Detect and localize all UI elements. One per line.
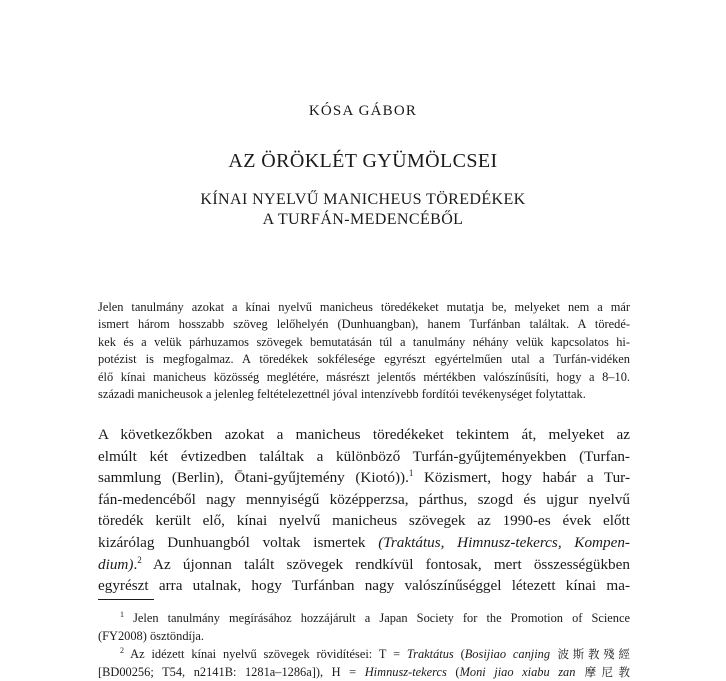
author-name: KÓSA GÁBOR: [308, 103, 418, 119]
body-line: elmúlt két évtizedben találtak a különböző Turfán-gyűjteményekben (Turfan-: [98, 447, 630, 465]
abstract-line: kek és a velük párhuzamos szövegek bemutatásán túl a tanulmány néhány velük kapcsolatos hi-: [98, 334, 630, 349]
footnote-separator: [98, 599, 154, 600]
body-text-span: Az újonnan talált szövegek rendkívül fontosak, mert összességükben: [141, 555, 630, 573]
abstract-line: ismert három hosszabb szöveg lelőhelyén (Dunhuangban), hanem Turfánban találtak. A töredé-: [98, 317, 630, 332]
abstract-line: Jelen tanulmány azokat a kínai nyelvű manicheus töredékeket mutatja be, melyeket nem a már: [98, 300, 630, 314]
abstract-line: századi manicheusok a jelenleg feltételezettnél jóval intenzívebb fordítói tevékenységet folytattak.: [98, 387, 586, 402]
footnote-ref-2[interactable]: 2: [137, 554, 142, 565]
footnotes: [98, 609, 630, 681]
abstract-line: élő kínai manicheus közösség meglétére, másrészt jelentős mértékben valószínűsíti, hogy a 8–10.: [98, 369, 630, 384]
abstract-line: potézist is megfogalmaz. A töredékek sokfélesége egyrészt egyértelműen utal a Turfán-vidéken: [98, 352, 630, 367]
body-line: [98, 532, 630, 554]
body-line: töredék került elő, kínai nyelvű manicheus szövegek az 1990-es évek előtt: [98, 512, 630, 530]
body-line: A következőkben azokat a manicheus töredékeket tekintem át, melyeket az: [98, 426, 630, 443]
footnote-italic: Traktátus: [406, 647, 454, 661]
footnote-text: (: [453, 647, 465, 661]
footnote-text: Jelen tanulmány megírásához hozzájárult a Japan Society for the Promotion of Science: [124, 611, 630, 625]
footnote-ref-1[interactable]: 1: [408, 468, 414, 479]
body-text-span: sammlung (Berlin), Ōtani-gyűjtemény (Kiotó)).: [98, 469, 409, 487]
footnote-2-number: 2: [120, 645, 124, 655]
footnote-text: (: [446, 665, 460, 679]
footnote-cjk: 波斯教殘經: [550, 647, 630, 661]
footnote-1-line: [98, 609, 630, 627]
article-title: AZ ÖRÖKLÉT GYÜMÖLCSEI: [228, 150, 498, 172]
article-subtitle-line-2: A TURFÁN-MEDENCÉBŐL: [262, 211, 464, 228]
footnote-2-line: [98, 645, 630, 663]
footnote-text: [BD00256; T54, n2141B: 1281a–1286a]), H =: [98, 665, 365, 679]
footnote-italic: Himnusz-tekercs: [364, 665, 447, 679]
footnote-italic: Bosijiao canjing: [464, 647, 551, 661]
body-italic-span: dium): [98, 555, 134, 573]
body-text-span: .: [133, 555, 138, 573]
body-line: egyrészt arra utalnak, hogy Turfánban nagy valószínűséggel létezett kínai ma-: [98, 577, 630, 595]
abstract: [98, 299, 630, 403]
body-line: [98, 467, 630, 489]
body-text-span: Közismert, hogy habár a Tur-: [413, 469, 630, 487]
footnote-text: Az idézett kínai nyelvű szövegek rövidítései: T =: [124, 647, 407, 661]
footnote-2-line: [98, 663, 630, 681]
footnote-1-line: (FY2008) ösztöndíja.: [98, 629, 204, 643]
footnote-1-number: 1: [120, 609, 124, 619]
footnote-cjk: 摩尼教: [575, 665, 631, 679]
body-text: [98, 424, 630, 597]
article-subtitle-line-1: KÍNAI NYELVŰ MANICHEUS TÖREDÉKEK: [200, 191, 526, 208]
body-line: [98, 554, 630, 576]
body-line: fán-medencéből nagy mennyiségű középperzsa, párthus, szogd és ujgur nyelvű: [98, 490, 630, 508]
footnote-italic: Moni jiao xiabu zan: [459, 665, 576, 679]
body-italic-span: (Traktátus, Himnusz-tekercs, Kompen-: [378, 533, 630, 551]
body-text-span: kizárólag Dunhuangból voltak ismertek: [98, 533, 379, 551]
